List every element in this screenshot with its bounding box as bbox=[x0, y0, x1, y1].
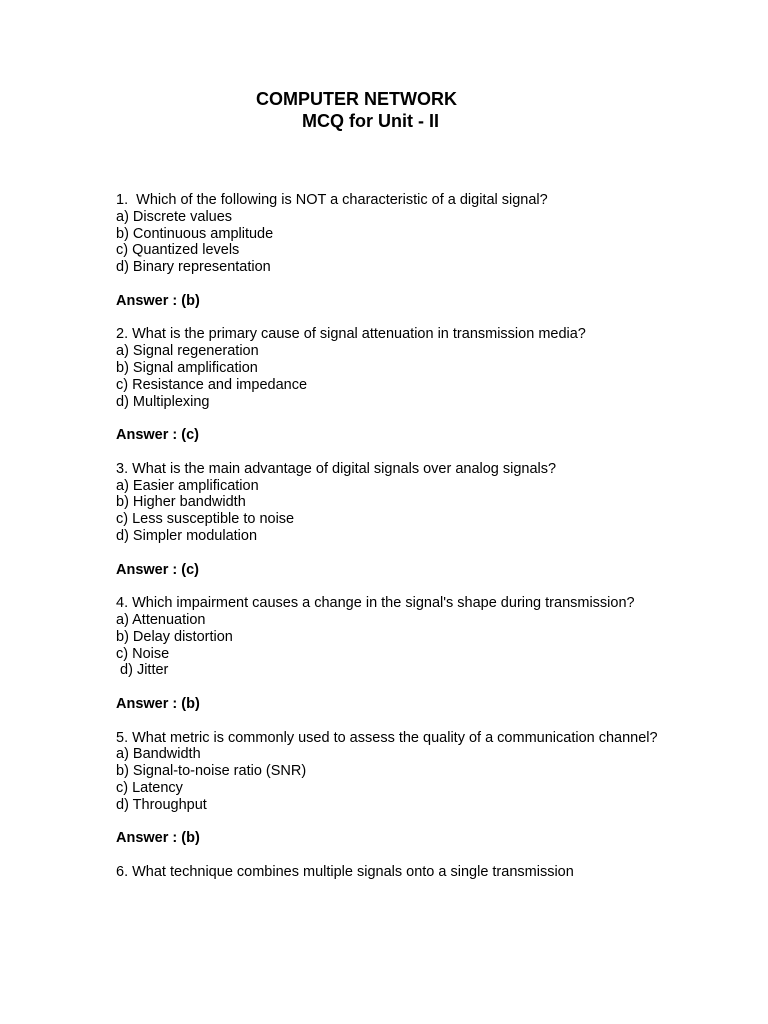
option-a: a) Bandwidth bbox=[116, 746, 201, 763]
question-text: 6. What technique combines multiple signals onto a single transmission bbox=[116, 863, 574, 880]
option-b: b) Delay distortion bbox=[116, 628, 233, 645]
question-block bbox=[116, 326, 716, 444]
question-block bbox=[116, 595, 716, 713]
option-c: c) Quantized levels bbox=[116, 242, 240, 259]
option-b: b) Signal amplification bbox=[116, 359, 258, 376]
option-d: d) Simpler modulation bbox=[116, 527, 258, 544]
question-text: 1. Which of the following is NOT a characteristic of a digital signal? bbox=[116, 192, 548, 208]
document-title: COMPUTER NETWORK bbox=[256, 89, 457, 109]
option-d: d) Jitter bbox=[116, 662, 169, 679]
question-block bbox=[116, 192, 716, 310]
option-c: c) Noise bbox=[116, 645, 170, 662]
answer-text: Answer : (b) bbox=[116, 695, 200, 712]
option-c: c) Less susceptible to noise bbox=[116, 511, 295, 528]
option-d: d) Binary representation bbox=[116, 259, 271, 276]
option-a: a) Easier amplification bbox=[116, 477, 259, 494]
answer-text: Answer : (b) bbox=[116, 830, 200, 847]
question-text: 5. What metric is commonly used to assess the quality of a communication channel? bbox=[116, 729, 658, 746]
option-d: d) Multiplexing bbox=[116, 393, 210, 410]
question-text: 3. What is the main advantage of digital signals over analog signals? bbox=[116, 460, 557, 477]
question-list bbox=[116, 192, 716, 881]
option-b: b) Continuous amplitude bbox=[116, 225, 274, 242]
option-a: a) Attenuation bbox=[116, 611, 206, 628]
option-d: d) Throughput bbox=[116, 796, 207, 813]
option-a: a) Signal regeneration bbox=[116, 343, 259, 360]
answer-text: Answer : (c) bbox=[116, 561, 199, 578]
document-subtitle: MCQ for Unit - II bbox=[302, 111, 439, 131]
question-text: 2. What is the primary cause of signal attenuation in transmission media? bbox=[116, 326, 586, 343]
option-b: b) Higher bandwidth bbox=[116, 494, 246, 511]
option-b: b) Signal-to-noise ratio (SNR) bbox=[116, 763, 307, 780]
question-block bbox=[116, 730, 716, 848]
option-a: a) Discrete values bbox=[116, 208, 233, 225]
question-text: 4. Which impairment causes a change in the signal's shape during transmission? bbox=[116, 595, 635, 612]
answer-text: Answer : (c) bbox=[116, 427, 199, 444]
option-c: c) Resistance and impedance bbox=[116, 376, 308, 393]
answer-text: Answer : (b) bbox=[116, 292, 200, 309]
question-block bbox=[116, 864, 716, 881]
option-c: c) Latency bbox=[116, 779, 183, 796]
question-block bbox=[116, 461, 716, 579]
